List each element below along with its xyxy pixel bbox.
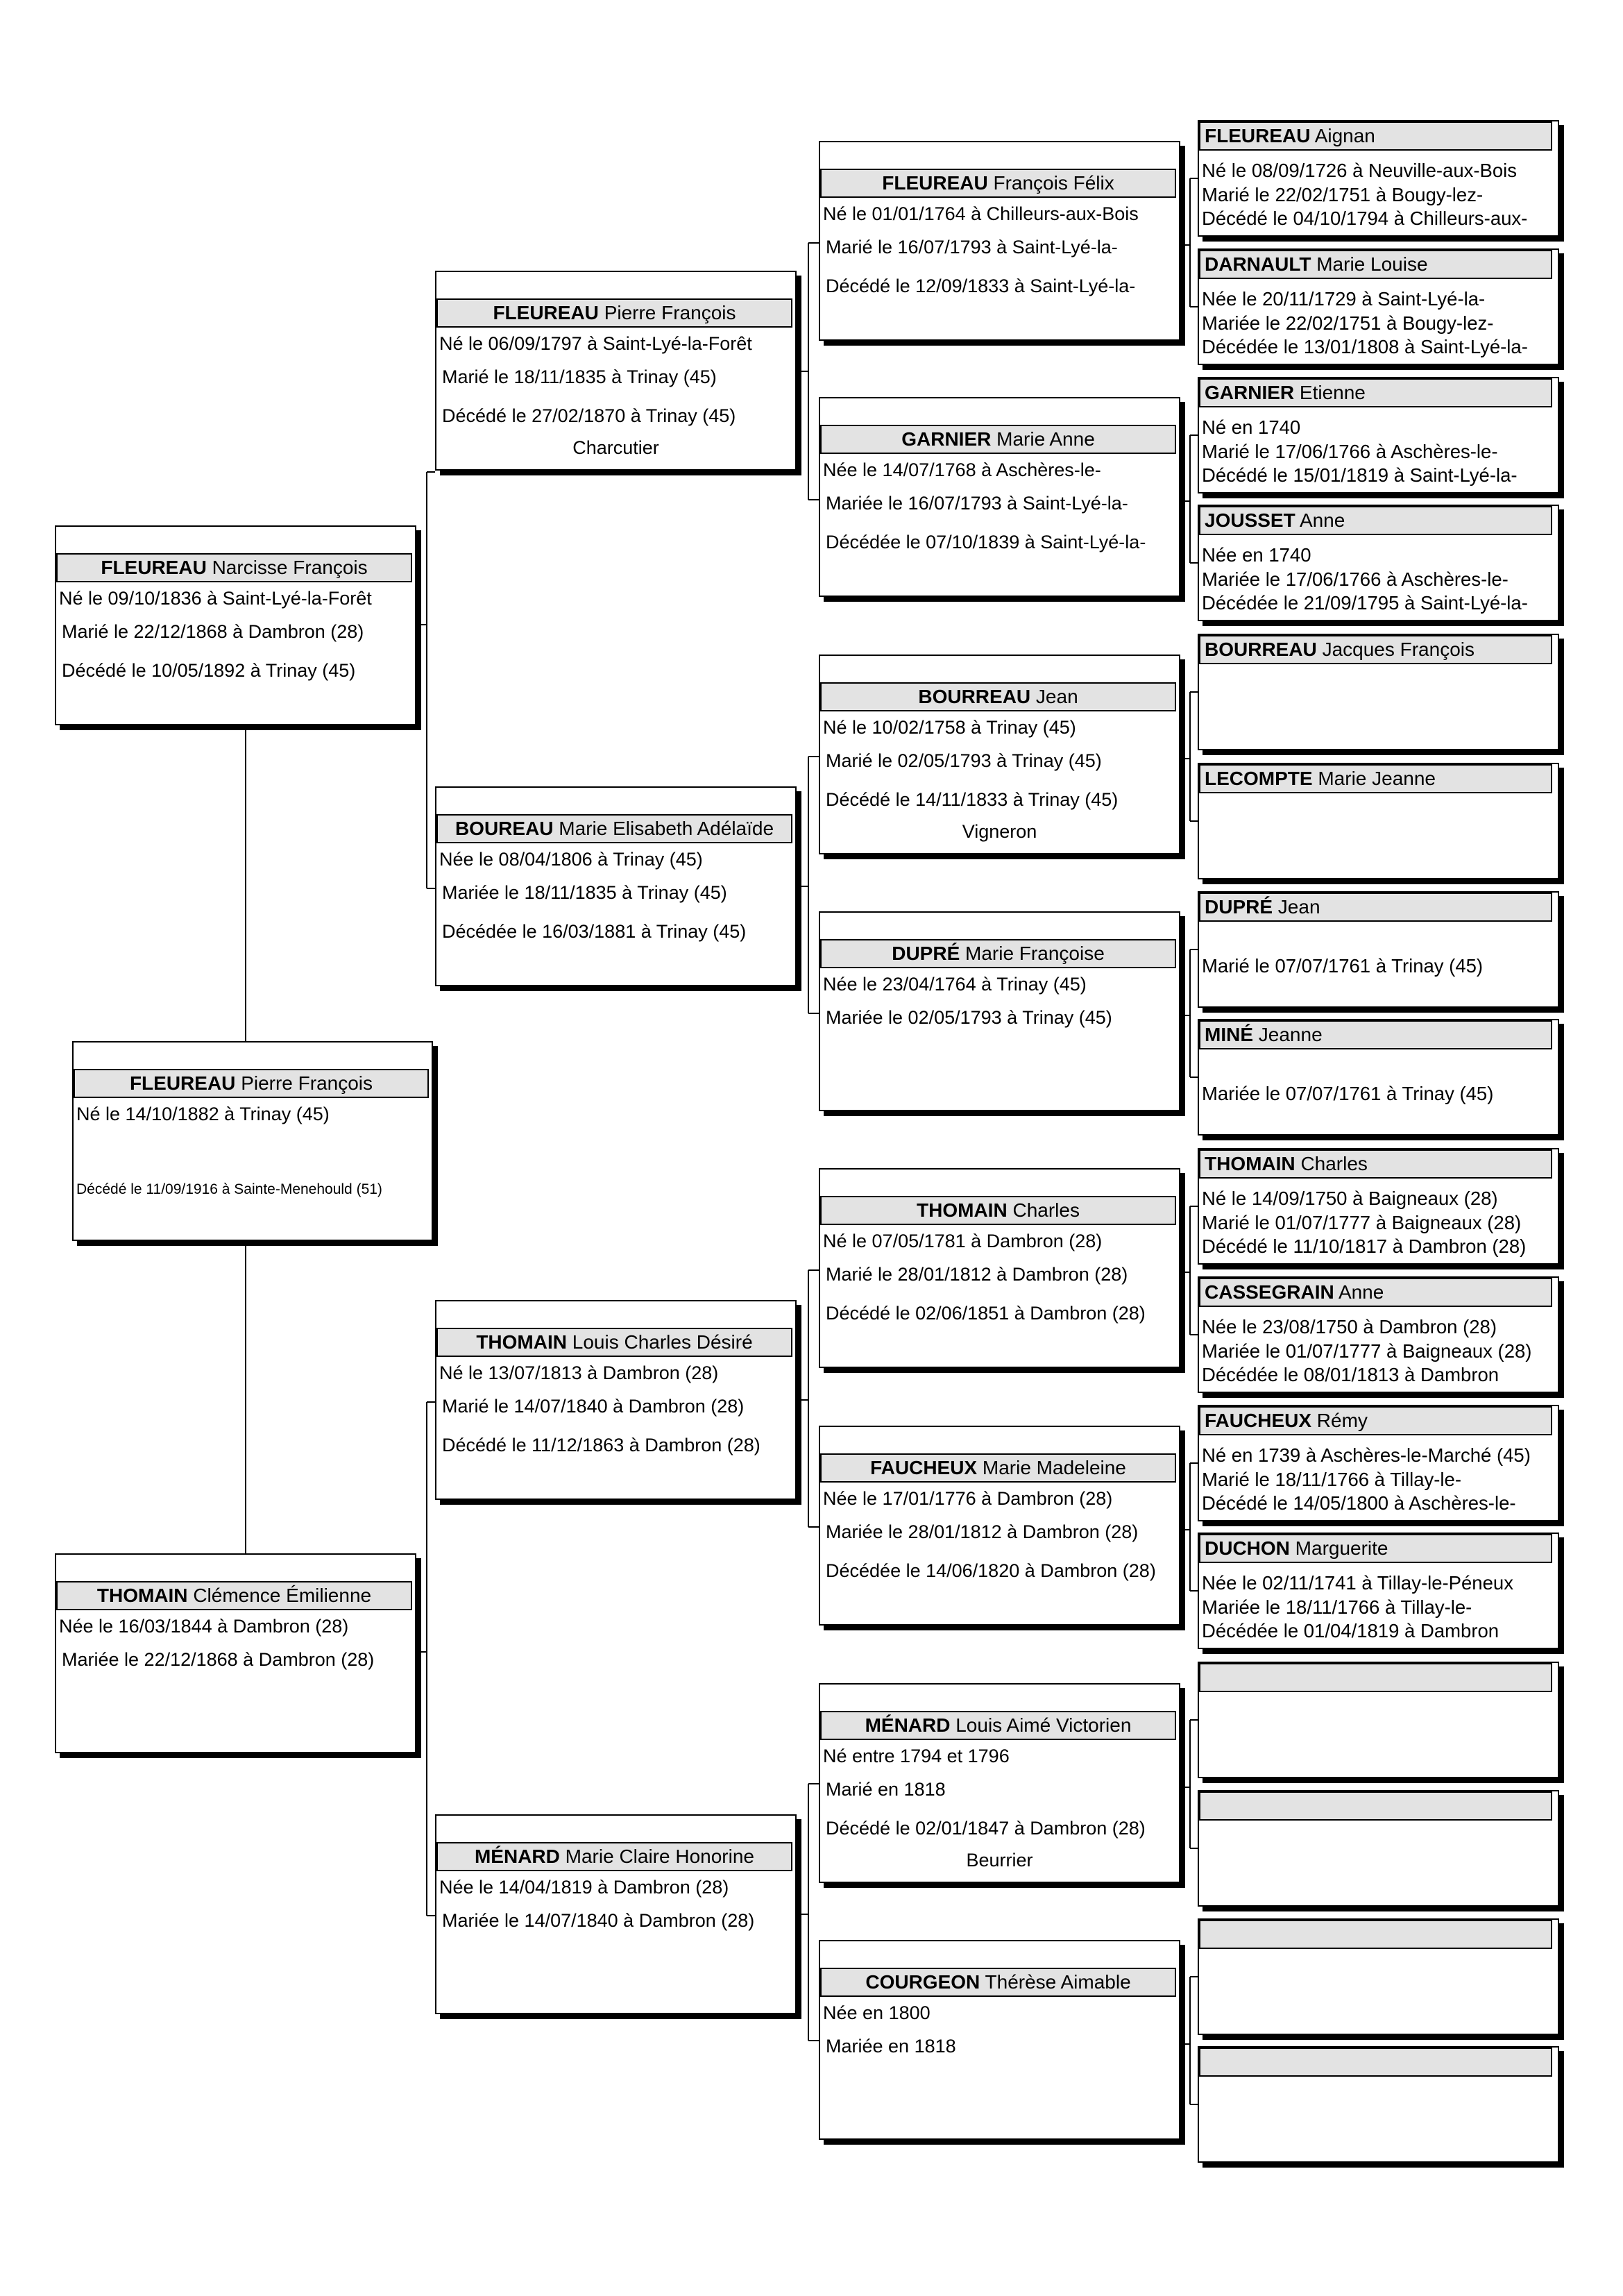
person-surname: DUPRÉ (892, 943, 960, 964)
person-card-p22 (1198, 891, 1559, 1008)
person-event-line: Décédé le 27/02/1870 à Trinay (45) (442, 405, 736, 426)
person-name-header (1199, 1278, 1552, 1307)
person-event-line: Mariée le 07/07/1761 à Trinay (45) (1202, 1083, 1494, 1104)
person-given-names: Marie Jeanne (1318, 768, 1436, 789)
person-surname: FLEUREAU (101, 557, 207, 578)
person-event-line: Née en 1800 (823, 2002, 931, 2023)
person-surname: FLEUREAU (1205, 125, 1311, 146)
person-given-names: Pierre François (241, 1072, 373, 1094)
person-surname: BOURREAU (1205, 639, 1317, 660)
person-event-line: Née le 23/04/1764 à Trinay (45) (823, 974, 1087, 995)
person-name-header (56, 1581, 412, 1610)
person-event-line: Marié le 02/05/1793 à Trinay (45) (826, 750, 1102, 771)
person-given-names: Thérèse Aimable (985, 1971, 1131, 1993)
person-event-line: Née le 20/11/1729 à Saint-Lyé-la- (1202, 288, 1486, 310)
person-given-names: Louis Aimé Victorien (955, 1714, 1132, 1736)
person-given-names: Jeanne (1258, 1024, 1323, 1045)
person-surname: GARNIER (901, 428, 992, 450)
person-card-p14 (819, 1683, 1180, 1883)
person-name-header (56, 553, 412, 582)
person-card-p17 (1198, 248, 1559, 365)
person-card-p19 (1198, 505, 1559, 621)
person-name-header (1199, 378, 1552, 407)
person-name-header (436, 1328, 792, 1357)
person-event-line: Né le 10/02/1758 à Trinay (45) (823, 717, 1076, 738)
person-surname: BOURREAU (918, 686, 1031, 707)
person-card-p18 (1198, 377, 1559, 493)
person-given-names: François Félix (993, 172, 1114, 194)
person-event-line: Mariée le 14/07/1840 à Dambron (28) (442, 1910, 755, 1931)
person-card-p15 (819, 1940, 1180, 2140)
person-surname: FLEUREAU (493, 302, 599, 323)
person-name-header (1199, 1149, 1552, 1179)
person-surname: JOUSSET (1205, 509, 1295, 531)
person-surname: LECOMPTE (1205, 768, 1313, 789)
person-event-line: Décédée le 16/03/1881 à Trinay (45) (442, 921, 747, 942)
person-event-line: Né en 1740 (1202, 416, 1301, 438)
person-name-header (1199, 250, 1552, 279)
person-name-header (1199, 635, 1552, 664)
person-name-header (820, 425, 1176, 454)
person-event-line: Née le 16/03/1844 à Dambron (28) (59, 1616, 349, 1637)
person-event-line: Né le 14/09/1750 à Baigneaux (28) (1202, 1188, 1498, 1209)
person-event-line: Décédée le 14/06/1820 à Dambron (28) (826, 1560, 1156, 1581)
person-surname: GARNIER (1205, 382, 1295, 403)
person-surname: DUPRÉ (1205, 896, 1273, 918)
person-occupation: Vigneron (962, 821, 1037, 842)
person-name-header (820, 1968, 1176, 1997)
person-event-line: Né le 06/09/1797 à Saint-Lyé-la-Forêt (439, 333, 752, 354)
person-given-names: Jean (1035, 686, 1078, 707)
person-name-header (820, 939, 1176, 968)
person-card-p30 (1198, 1918, 1559, 2035)
person-event-line: Née le 08/04/1806 à Trinay (45) (439, 849, 703, 870)
person-given-names: Marie Claire Honorine (565, 1846, 754, 1867)
person-name-header (820, 682, 1176, 711)
person-card-p5 (435, 786, 797, 986)
person-event-line: Décédée le 07/10/1839 à Saint-Lyé-la- (826, 532, 1146, 552)
person-surname: FLEUREAU (882, 172, 988, 194)
person-card-p26 (1198, 1405, 1559, 1521)
person-event-line: Décédé le 04/10/1794 à Chilleurs-aux- (1202, 208, 1528, 229)
person-card-p25 (1198, 1276, 1559, 1393)
person-card-p8 (819, 141, 1180, 341)
person-name-header (820, 1196, 1176, 1225)
person-event-line: Mariée en 1818 (826, 2036, 956, 2057)
person-given-names: Clémence Émilienne (193, 1585, 372, 1606)
person-event-line: Marié le 16/07/1793 à Saint-Lyé-la- (826, 237, 1118, 258)
person-event-line: Mariée le 18/11/1835 à Trinay (45) (442, 882, 727, 903)
person-event-line: Mariée le 16/07/1793 à Saint-Lyé-la- (826, 493, 1128, 514)
person-given-names: Marie Madeleine (982, 1457, 1126, 1478)
person-event-line: Décédée le 21/09/1795 à Saint-Lyé-la- (1202, 592, 1528, 614)
person-event-line: Décédé le 12/09/1833 à Saint-Lyé-la- (826, 276, 1136, 296)
person-name-header (436, 298, 792, 328)
person-surname: THOMAIN (96, 1585, 188, 1606)
person-event-line: Décédé le 10/05/1892 à Trinay (45) (62, 660, 356, 681)
person-event-line: Marié le 28/01/1812 à Dambron (28) (826, 1264, 1128, 1285)
person-event-line: Marié le 18/11/1835 à Trinay (45) (442, 366, 717, 387)
person-event-line: Marié le 14/07/1840 à Dambron (28) (442, 1396, 745, 1417)
person-event-line: Décédée le 08/01/1813 à Dambron (1202, 1364, 1499, 1385)
person-given-names: Pierre François (604, 302, 736, 323)
person-card-p11 (819, 911, 1180, 1111)
person-name-header (1199, 1020, 1552, 1049)
person-given-names: Marie Françoise (965, 943, 1105, 964)
person-card-p16 (1198, 120, 1559, 237)
person-event-line: Née le 14/04/1819 à Dambron (28) (439, 1877, 729, 1898)
person-event-line: Marié le 22/02/1751 à Bougy-lez- (1202, 184, 1484, 205)
person-card-p10 (819, 655, 1180, 854)
person-card-p24 (1198, 1148, 1559, 1265)
person-card-p6 (435, 1300, 797, 1500)
person-surname: FLEUREAU (129, 1072, 236, 1094)
person-surname: MINÉ (1205, 1024, 1253, 1045)
person-event-line: Né le 08/09/1726 à Neuville-aux-Bois (1202, 160, 1518, 181)
person-given-names: Charles (1012, 1199, 1080, 1221)
person-event-line: Marié le 18/11/1766 à Tillay-le- (1202, 1469, 1461, 1490)
person-card-p23 (1198, 1019, 1559, 1136)
person-card-p29 (1198, 1790, 1559, 1907)
person-card-p21 (1198, 763, 1559, 879)
person-name-header (820, 1711, 1176, 1740)
person-name-header (436, 814, 792, 843)
person-given-names: Jacques François (1322, 639, 1475, 660)
person-card-p9 (819, 397, 1180, 597)
person-surname: FAUCHEUX (870, 1457, 978, 1478)
person-given-names: Marie Elisabeth Adélaïde (559, 818, 774, 839)
person-event-line: Mariée le 28/01/1812 à Dambron (28) (826, 1521, 1139, 1542)
person-name-header (1199, 764, 1552, 793)
person-name-header (1199, 1920, 1552, 1949)
person-card-p4 (435, 271, 797, 471)
person-event-line: Mariée le 17/06/1766 à Aschères-le- (1202, 568, 1509, 590)
person-surname: THOMAIN (917, 1199, 1008, 1221)
person-name-header (1199, 1791, 1552, 1821)
person-given-names: Marie Louise (1316, 253, 1428, 275)
person-surname: THOMAIN (1205, 1153, 1295, 1174)
person-event-line: Marié le 01/07/1777 à Baigneaux (28) (1202, 1212, 1522, 1233)
person-name-header (1199, 1663, 1552, 1692)
person-card-p1 (72, 1041, 433, 1241)
person-card-p28 (1198, 1662, 1559, 1778)
person-surname: BOUREAU (454, 818, 554, 839)
person-event-line: Décédé le 02/06/1851 à Dambron (28) (826, 1303, 1146, 1324)
person-event-line: Né le 13/07/1813 à Dambron (28) (439, 1362, 719, 1383)
person-surname: DUCHON (1205, 1537, 1290, 1559)
person-event-line: Mariée le 22/12/1868 à Dambron (28) (62, 1649, 375, 1670)
person-card-p3 (55, 1553, 416, 1753)
person-event-line: Marié en 1818 (826, 1779, 946, 1800)
person-event-line: Mariée le 22/02/1751 à Bougy-lez- (1202, 312, 1494, 334)
person-name-header (1199, 893, 1552, 922)
person-event-line: Marié le 17/06/1766 à Aschères-le- (1202, 441, 1498, 462)
person-surname: DARNAULT (1205, 253, 1311, 275)
person-event-line: Né le 01/01/1764 à Chilleurs-aux-Bois (823, 203, 1139, 224)
person-given-names: Anne (1338, 1281, 1384, 1303)
person-given-names: Aignan (1314, 125, 1375, 146)
person-given-names: Marie Anne (996, 428, 1095, 450)
person-card-p13 (819, 1426, 1180, 1626)
person-given-names: Anne (1299, 509, 1345, 531)
person-event-line: Née le 23/08/1750 à Dambron (28) (1202, 1316, 1497, 1337)
person-name-header (436, 1842, 792, 1871)
person-event-line: Née le 02/11/1741 à Tillay-le-Péneux (1202, 1572, 1513, 1594)
person-occupation: Charcutier (572, 437, 659, 458)
person-given-names: Jean (1277, 896, 1320, 918)
person-event-line: Marié le 22/12/1868 à Dambron (28) (62, 621, 364, 642)
person-event-line: Née le 14/07/1768 à Aschères-le- (823, 459, 1101, 480)
person-card-p27 (1198, 1533, 1559, 1649)
person-event-line: Né le 14/10/1882 à Trinay (45) (76, 1104, 330, 1124)
person-event-line: Décédé le 14/11/1833 à Trinay (45) (826, 789, 1119, 810)
person-card-p20 (1198, 634, 1559, 750)
person-given-names: Marguerite (1295, 1537, 1388, 1559)
person-name-header (74, 1069, 429, 1098)
person-name-header (1199, 1534, 1552, 1563)
person-given-names: Rémy (1316, 1410, 1368, 1431)
person-event-line: Décédé le 11/09/1916 à Sainte-Menehould (51) (76, 1181, 382, 1197)
person-event-line: Décédée le 13/01/1808 à Saint-Lyé-la- (1202, 336, 1528, 357)
person-given-names: Charles (1300, 1153, 1368, 1174)
person-surname: CASSEGRAIN (1205, 1281, 1334, 1303)
person-event-line: Né le 09/10/1836 à Saint-Lyé-la-Forêt (59, 588, 372, 609)
person-surname: MÉNARD (474, 1846, 560, 1867)
person-name-header (820, 169, 1176, 198)
person-name-header (1199, 121, 1552, 151)
person-event-line: Décédé le 11/10/1817 à Dambron (28) (1202, 1235, 1527, 1257)
person-name-header (820, 1453, 1176, 1483)
person-event-line: Mariée le 01/07/1777 à Baigneaux (28) (1202, 1340, 1532, 1362)
person-event-line: Née en 1740 (1202, 544, 1311, 566)
person-card-p12 (819, 1168, 1180, 1368)
person-card-p2 (55, 525, 416, 725)
person-given-names: Louis Charles Désiré (572, 1331, 753, 1353)
person-given-names: Etienne (1299, 382, 1366, 403)
person-name-header (1199, 1406, 1552, 1435)
person-surname: MÉNARD (865, 1714, 951, 1736)
person-event-line: Mariée le 02/05/1793 à Trinay (45) (826, 1007, 1112, 1028)
person-card-p31 (1198, 2046, 1559, 2163)
person-event-line: Né en 1739 à Aschères-le-Marché (45) (1202, 1444, 1531, 1466)
person-given-names: Narcisse François (212, 557, 368, 578)
person-surname: COURGEON (865, 1971, 980, 1993)
person-surname: THOMAIN (476, 1331, 567, 1353)
person-event-line: Décédé le 02/01/1847 à Dambron (28) (826, 1818, 1146, 1839)
person-card-p7 (435, 1814, 797, 2014)
person-occupation: Beurrier (966, 1850, 1033, 1871)
person-event-line: Marié le 07/07/1761 à Trinay (45) (1202, 955, 1484, 977)
person-surname: FAUCHEUX (1205, 1410, 1312, 1431)
person-event-line: Décédé le 15/01/1819 à Saint-Lyé-la- (1202, 464, 1518, 486)
person-event-line: Né le 07/05/1781 à Dambron (28) (823, 1231, 1103, 1251)
person-name-header (1199, 506, 1552, 535)
person-event-line: Né entre 1794 et 1796 (823, 1746, 1010, 1766)
person-event-line: Décédée le 01/04/1819 à Dambron (1202, 1620, 1499, 1641)
person-event-line: Décédé le 14/05/1800 à Aschères-le- (1202, 1492, 1516, 1514)
person-event-line: Mariée le 18/11/1766 à Tillay-le- (1202, 1596, 1472, 1618)
person-event-line: Décédé le 11/12/1863 à Dambron (28) (442, 1435, 760, 1455)
person-name-header (1199, 2048, 1552, 2077)
person-event-line: Née le 17/01/1776 à Dambron (28) (823, 1488, 1113, 1509)
